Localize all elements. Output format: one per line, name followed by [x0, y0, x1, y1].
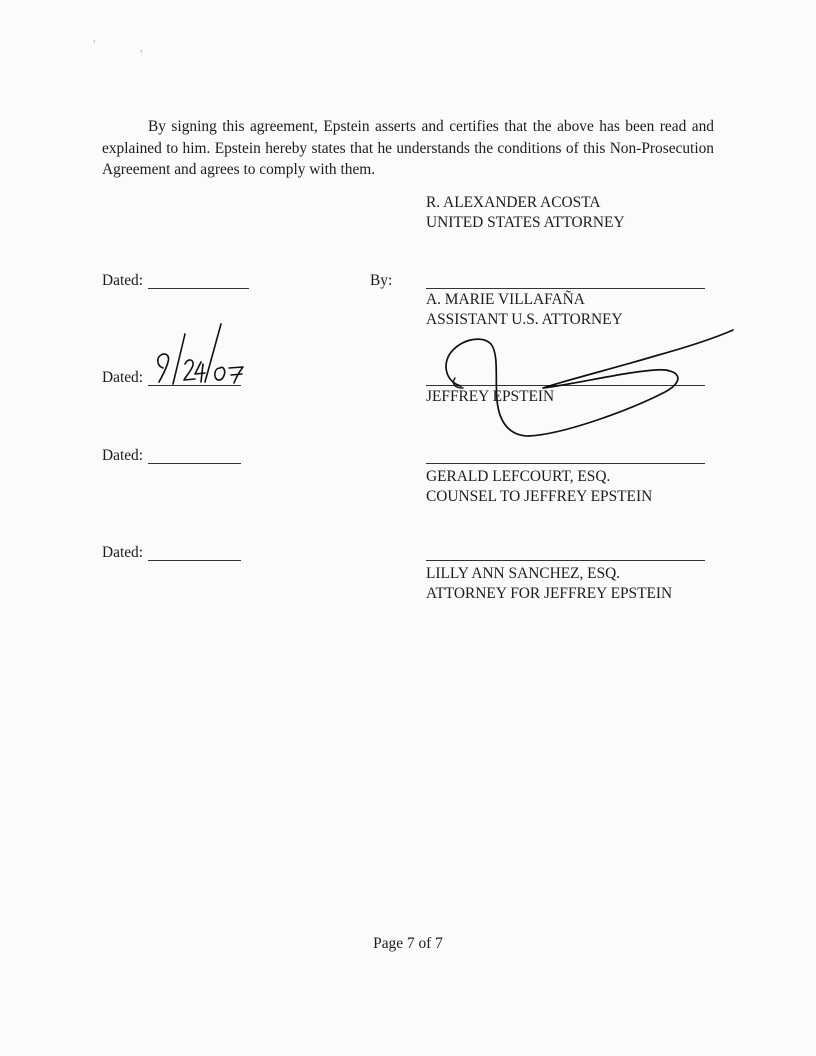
dated-label-3: Dated: [102, 447, 144, 464]
epstein-name: JEFFREY EPSTEIN [426, 388, 555, 405]
date-line-1 [148, 288, 249, 289]
slash-stroke [205, 324, 221, 382]
handwritten-date [145, 318, 260, 390]
slash-stroke [173, 334, 185, 384]
acosta-name: R. ALEXANDER ACOSTA [426, 194, 601, 211]
scan-speck: ' [140, 48, 143, 63]
villafana-name: A. MARIE VILLAFAÑA [426, 291, 585, 308]
by-label: By: [370, 272, 393, 289]
dated-label-4: Dated: [102, 544, 144, 561]
sanchez-name: LILLY ANN SANCHEZ, ESQ. [426, 565, 621, 582]
scan-speck: ' [93, 38, 96, 53]
dated-label-1: Dated: [102, 272, 144, 289]
lefcourt-name: GERALD LEFCOURT, ESQ. [426, 468, 611, 485]
digit-2-stroke [184, 360, 195, 380]
sanchez-signature-line [426, 560, 705, 561]
date-line-3 [148, 463, 241, 464]
digit-9-stroke [158, 354, 169, 382]
sanchez-title: ATTORNEY FOR JEFFREY EPSTEIN [426, 585, 673, 602]
digit-0-stroke [215, 367, 225, 380]
villafana-signature-line [426, 288, 705, 289]
lefcourt-title: COUNSEL TO JEFFREY EPSTEIN [426, 488, 653, 505]
acosta-title: UNITED STATES ATTORNEY [426, 214, 625, 231]
date-line-4 [148, 560, 241, 561]
acknowledgment-paragraph [102, 116, 714, 181]
signature-stroke [446, 330, 733, 436]
digit-7-stroke [229, 367, 243, 383]
page-number: Page 7 of 7 [373, 935, 443, 952]
epstein-signature [425, 300, 745, 445]
lefcourt-signature-line [426, 463, 705, 464]
digit-4-stroke [195, 362, 205, 382]
paragraph-text: By signing this agreement, Epstein asserts and certifies that the above has been read and explained to him. Epstein hereby states that he understands the conditions of this Non-Prosecution Agreement and agrees to comply with them. [102, 118, 714, 178]
dated-label-2: Dated: [102, 369, 144, 386]
villafana-title: ASSISTANT U.S. ATTORNEY [426, 311, 623, 328]
